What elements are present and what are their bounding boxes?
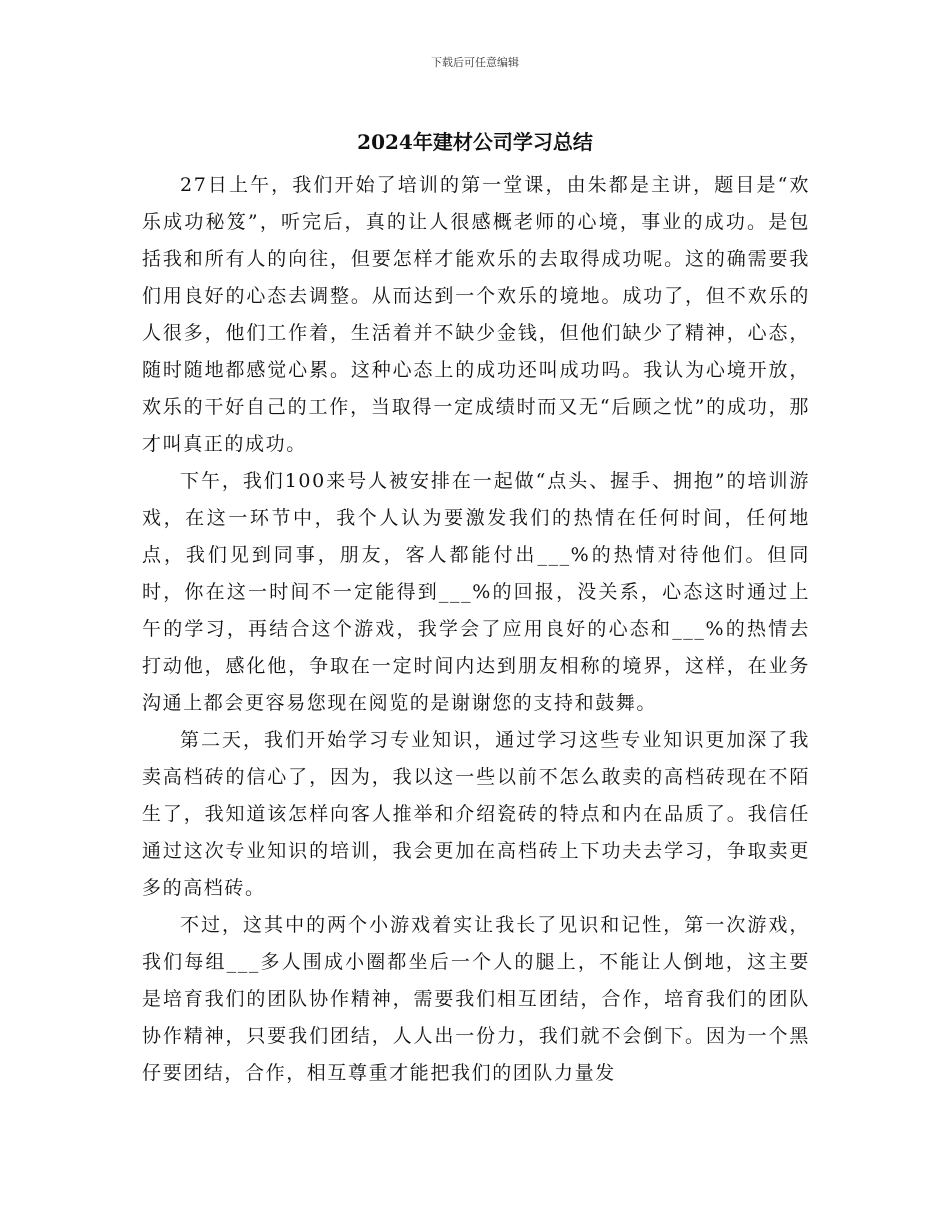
paragraph-2: 下午，我们100来号人被安排在一起做“点头、握手、拥抱”的培训游戏，在这一环节中，我个人认为要激发我们的热情在任何时间，任何地点，我们见到同事，朋友，客人都能付出___%的热情对待他们。但同时，你在这一时间不一定能得到___%的回报，没关系，心态这时通过上午的学习，再结合这个游戏，我学会了应用良好的心态和___%的热情去打动他，感化他，争取在一定时间内达到朋友相称的境界，这样，在业务沟通上都会更容易您现在阅览的是谢谢您的支持和鼓舞。 (142, 470, 810, 714)
header-note: 下载后可任意编辑 (431, 56, 519, 69)
paragraph-4: 不过，这其中的两个小游戏着实让我长了见识和记性，第一次游戏，我们每组___多人围成小圈都坐后一个人的腿上，不能让人倒地，这主要是培育我们的团队协作精神，需要我们相互团结，合作，培育我们的团队协作精神，只要我们团结，人人出一份力，我们就不会倒下。因为一个黑仔要团结，合作，相互尊重才能把我们的团队力量发 (142, 914, 810, 1084)
paragraph-1: 27日上午，我们开始了培训的第一堂课，由朱都是主讲，题目是“欢乐成功秘笈”，听完后，真的让人很感概老师的心境，事业的成功。是包括我和所有人的向往，但要怎样才能欢乐的去取得成功呢。这的确需要我们用良好的心态去调整。从而达到一个欢乐的境地。成功了，但不欢乐的人很多，他们工作着，生活着并不缺少金钱，但他们缺少了精神，心态，随时随地都感觉心累。这种心态上的成功还叫成功吗。我认为心境开放，欢乐的干好自己的工作，当取得一定成绩时而又无“后顾之忧”的成功，那才叫真正的成功。 (142, 174, 810, 455)
paragraph-3: 第二天，我们开始学习专业知识，通过学习这些专业知识更加深了我卖高档砖的信心了，因为，我以这一些以前不怎么敢卖的高档砖现在不陌生了，我知道该怎样向客人推举和介绍瓷砖的特点和内在品质了。我信任通过这次专业知识的培训，我会更加在高档砖上下功夫去学习，争取卖更多的高档砖。 (142, 729, 810, 899)
document-title: 2024年建材公司学习总结 (357, 130, 593, 154)
document-body (142, 167, 810, 1092)
